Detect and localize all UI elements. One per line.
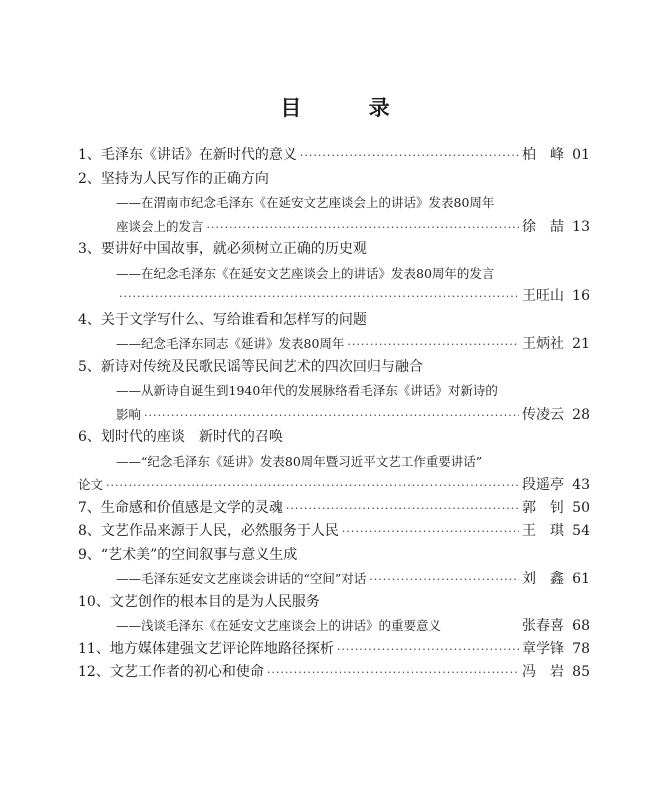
toc-entry-title: 文艺工作者的初心和使命 — [109, 664, 264, 680]
toc-entry-page-number: 28 — [572, 406, 590, 423]
toc-entry-title: 文艺作品来源于人民，必然服务于人民 — [100, 523, 339, 539]
toc-entry-title: 要讲好中国故事，就必须树立正确的历史观 — [100, 241, 367, 257]
toc-entry-title: 坚持为人民写作的正确方向 — [100, 170, 269, 187]
toc-entry-author: 张春喜 — [522, 618, 564, 634]
toc-entry-number: 5、 — [78, 358, 101, 375]
toc-entry-number: 9、 — [78, 546, 101, 563]
toc-entry-page-number: 13 — [572, 218, 590, 235]
toc-entry[interactable] — [78, 403, 590, 427]
toc-entry-author: 郭 钊 — [522, 499, 564, 516]
toc-entry-title: “艺术美”的空间叙事与意义生成 — [100, 546, 298, 563]
toc-entry[interactable] — [78, 191, 590, 215]
toc-entry-page-number: 54 — [572, 523, 590, 539]
toc-entry-number: 12、 — [78, 664, 110, 680]
toc-entry[interactable] — [78, 144, 590, 168]
toc-entry-title: 文艺创作的根本目的是为人民服务 — [109, 593, 320, 610]
toc-entry-number: 2、 — [78, 170, 101, 187]
toc-entry-author: 段遥亭 — [522, 477, 564, 493]
toc-entry-subtitle: 论文 — [78, 477, 104, 492]
toc-entry[interactable] — [78, 567, 590, 591]
toc-entry-author: 刘 鑫 — [522, 571, 564, 587]
toc-entry[interactable] — [78, 426, 590, 450]
toc-entry-number: 10、 — [78, 593, 110, 610]
toc-entry-number: 11、 — [78, 640, 110, 657]
toc-entry[interactable] — [78, 473, 590, 497]
toc-entry[interactable] — [78, 168, 590, 192]
toc-entry[interactable] — [78, 638, 590, 662]
toc-entry-page-number: 61 — [572, 571, 590, 587]
toc-entry-number: 1、 — [78, 147, 101, 163]
toc-entry-title: 新诗对传统及民歌民谣等民间艺术的四次回归与融合 — [100, 358, 423, 375]
leader-dots — [369, 568, 519, 592]
toc-entry[interactable] — [78, 520, 590, 544]
toc-entry[interactable] — [78, 379, 590, 403]
toc-entry-author: 王 琪 — [522, 523, 564, 539]
toc-entry-subtitle: ——从新诗自诞生到1940年代的发展脉络看毛泽东《讲话》对新诗的 — [116, 383, 498, 398]
leader-dots — [342, 520, 519, 544]
toc-entry-title: 地方媒体建强文艺评论阵地路径探析 — [109, 640, 334, 657]
toc-entry-page-number: 85 — [572, 664, 590, 680]
leader-dots — [207, 216, 519, 240]
leader-dots — [144, 404, 519, 428]
toc-entry[interactable] — [78, 285, 590, 309]
table-of-contents — [78, 144, 590, 685]
toc-entry-subtitle: 座谈会上的发言 — [116, 218, 204, 234]
toc-entry-author: 传凌云 — [522, 406, 564, 423]
toc-entry[interactable] — [78, 262, 590, 286]
toc-entry-number: 7、 — [78, 499, 101, 516]
leader-dots — [106, 474, 519, 498]
toc-entry-author: 章学锋 — [522, 640, 564, 657]
toc-entry[interactable] — [78, 450, 590, 474]
toc-entry-subtitle: ——浅谈毛泽东《在延安文艺座谈会上的讲话》的重要意义 — [116, 618, 442, 633]
toc-entry[interactable] — [78, 356, 590, 380]
toc-entry-subtitle: ——在渭南市纪念毛泽东《在延安文艺座谈会上的讲话》发表80周年 — [116, 195, 495, 210]
toc-entry[interactable] — [78, 591, 590, 615]
toc-entry-author: 冯 岩 — [522, 664, 564, 680]
toc-entry-subtitle: ——毛泽东延安文艺座谈会讲话的“空间”对话 — [116, 571, 367, 586]
toc-entry[interactable] — [78, 497, 590, 521]
toc-entry[interactable] — [78, 238, 590, 262]
toc-entry-page-number: 16 — [572, 288, 590, 304]
toc-entry-author: 王炳社 — [522, 336, 564, 352]
toc-entry-page-number: 78 — [572, 640, 590, 657]
toc-entry-subtitle: ——在纪念毛泽东《在延安文艺座谈会上的讲话》发表80周年的发言 — [116, 265, 495, 281]
toc-entry-subtitle: ——纪念毛泽东同志《延讲》发表80周年 — [116, 336, 345, 351]
toc-entry-author: 王旺山 — [522, 288, 564, 304]
toc-entry-author: 柏 峰 — [522, 147, 564, 163]
leader-dots — [347, 333, 519, 357]
leader-dots — [337, 638, 519, 662]
toc-entry-page-number: 68 — [572, 618, 590, 634]
toc-entry-title: 毛泽东《讲话》在新时代的意义 — [100, 147, 297, 163]
toc-entry[interactable] — [78, 544, 590, 568]
leader-dots — [286, 497, 519, 521]
toc-entry-title: 划时代的座谈 新时代的召唤 — [100, 429, 283, 445]
toc-entry-subtitle: 影响 — [116, 406, 142, 422]
leader-dots — [119, 285, 519, 309]
toc-entry-subtitle: ——“纪念毛泽东《延讲》发表80周年暨习近平文艺工作重要讲话” — [116, 453, 483, 469]
toc-entry-number: 6、 — [78, 429, 101, 445]
toc-entry[interactable] — [78, 661, 590, 685]
toc-entry-page-number: 50 — [572, 499, 590, 516]
toc-entry-title: 生命感和价值感是文学的灵魂 — [100, 499, 283, 516]
toc-entry[interactable] — [78, 309, 590, 333]
toc-entry-page-number: 43 — [572, 477, 590, 493]
toc-entry[interactable] — [78, 332, 590, 356]
toc-entry[interactable] — [78, 215, 590, 239]
page-title: 目 录 — [280, 95, 420, 120]
toc-entry-number: 4、 — [78, 311, 101, 328]
toc-entry[interactable] — [78, 614, 590, 638]
leader-dots — [267, 661, 519, 685]
toc-entry-title: 关于文学写什么、写给谁看和怎样写的问题 — [100, 311, 367, 328]
toc-entry-page-number: 01 — [572, 147, 590, 163]
toc-entry-author: 徐 喆 — [522, 218, 564, 235]
toc-entry-number: 3、 — [78, 241, 101, 257]
toc-entry-page-number: 21 — [572, 336, 590, 352]
leader-dots — [300, 144, 519, 168]
toc-entry-number: 8、 — [78, 523, 101, 539]
